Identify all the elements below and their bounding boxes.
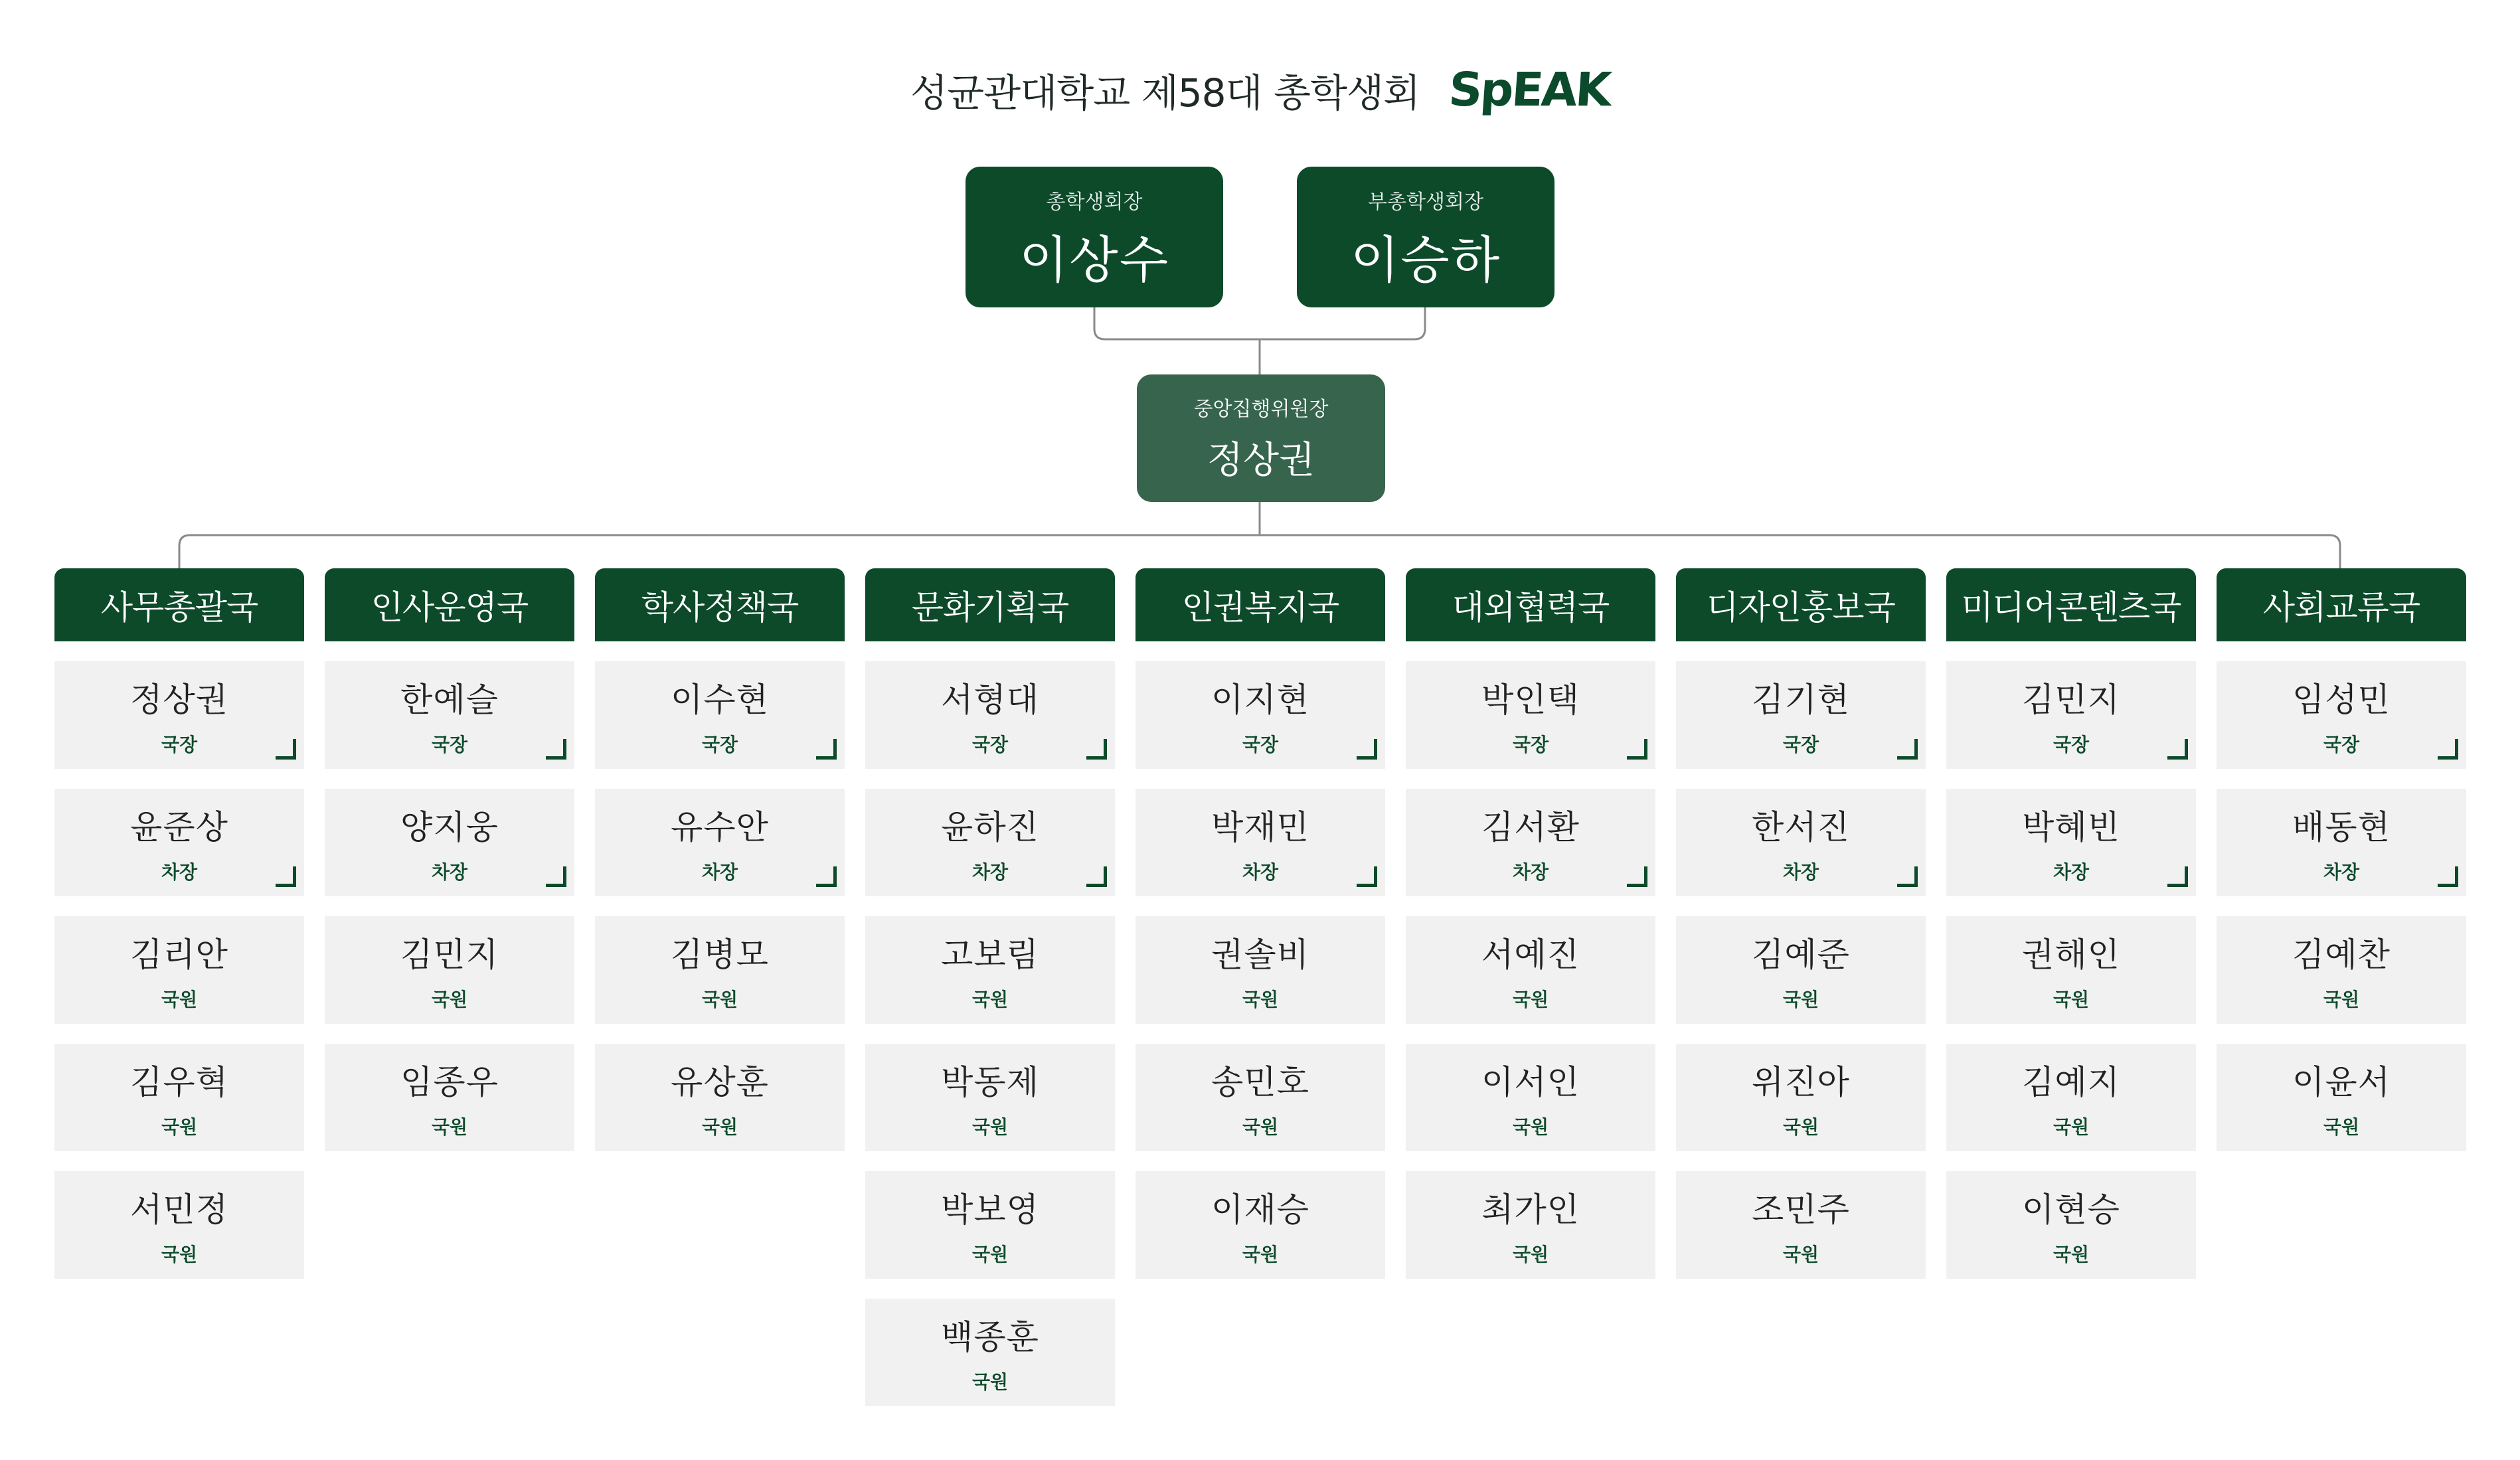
member-card	[595, 1044, 845, 1151]
member-card	[2217, 916, 2466, 1024]
member-name: 권솔비	[1211, 935, 1309, 974]
member-name: 김병모	[671, 935, 769, 974]
member-name: 박혜빈	[2022, 808, 2120, 847]
corner-mark-icon	[546, 866, 566, 887]
member-card	[1946, 789, 2196, 896]
member-card	[1406, 916, 1655, 1024]
member-name: 윤하진	[941, 808, 1039, 847]
member-role: 국원	[431, 989, 468, 1011]
speak-logo: SpEAK	[1447, 62, 1612, 117]
member-role: 국원	[161, 1116, 198, 1138]
dept-bus-connector	[179, 535, 2340, 568]
department-column	[595, 568, 845, 1151]
member-card	[1135, 661, 1385, 769]
member-name: 임종우	[400, 1063, 499, 1101]
department-column	[54, 568, 304, 1279]
member-role: 국장	[2053, 734, 2090, 756]
corner-mark-icon	[2438, 866, 2458, 887]
department-header: 미디어콘텐츠국	[1946, 568, 2196, 641]
corner-mark-icon	[1086, 739, 1107, 760]
member-card	[325, 789, 574, 896]
member-role: 차장	[1512, 861, 1549, 883]
member-card	[865, 1299, 1115, 1406]
member-name: 이현승	[2022, 1190, 2120, 1229]
member-card	[595, 661, 845, 769]
corner-mark-icon	[1627, 739, 1647, 760]
department-header: 인권복지국	[1135, 568, 1385, 641]
president-role: 총학생회장	[1046, 190, 1143, 214]
member-card	[2217, 661, 2466, 769]
member-name: 고보림	[941, 935, 1039, 974]
vice-president-name: 이승하	[1350, 230, 1501, 289]
member-card	[54, 1171, 304, 1279]
member-role: 차장	[1242, 861, 1279, 883]
member-role: 국원	[1512, 1244, 1549, 1265]
member-role: 국장	[2323, 734, 2360, 756]
corner-mark-icon	[2438, 739, 2458, 760]
member-role: 국원	[1242, 1116, 1279, 1138]
member-card	[1676, 789, 1926, 896]
vice-president-box	[1297, 167, 1554, 307]
department-header: 문화기획국	[865, 568, 1115, 641]
member-role: 국원	[1242, 1244, 1279, 1265]
corner-mark-icon	[1357, 739, 1377, 760]
member-card	[1676, 916, 1926, 1024]
member-card	[54, 1044, 304, 1151]
corner-mark-icon	[2167, 739, 2188, 760]
corner-mark-icon	[276, 739, 296, 760]
corner-mark-icon	[1897, 866, 1918, 887]
member-card	[1135, 1044, 1385, 1151]
member-name: 권해인	[2022, 935, 2120, 974]
department-column	[325, 568, 574, 1151]
member-card	[2217, 1044, 2466, 1151]
member-role: 국원	[1512, 989, 1549, 1011]
member-name: 임성민	[2292, 681, 2391, 719]
member-name: 한예슬	[400, 681, 499, 719]
member-name: 한서진	[1752, 808, 1850, 847]
member-name: 박인택	[1481, 681, 1580, 719]
member-card	[1946, 1171, 2196, 1279]
corner-mark-icon	[546, 739, 566, 760]
member-name: 박보영	[941, 1190, 1039, 1229]
member-role: 국원	[2323, 1116, 2360, 1138]
chair-role: 중앙집행위원장	[1193, 398, 1329, 421]
member-name: 유수안	[671, 808, 769, 847]
member-name: 김민지	[400, 935, 499, 974]
department-column	[1946, 568, 2196, 1279]
member-name: 위진아	[1752, 1063, 1850, 1101]
member-card	[1406, 789, 1655, 896]
department-column	[1676, 568, 1926, 1279]
member-name: 송민호	[1211, 1063, 1309, 1101]
department-header: 디자인홍보국	[1676, 568, 1926, 641]
member-name: 윤준상	[130, 808, 228, 847]
member-role: 차장	[2323, 861, 2360, 883]
member-name: 김예찬	[2292, 935, 2391, 974]
member-card	[325, 1044, 574, 1151]
member-card	[1406, 661, 1655, 769]
member-card	[2217, 789, 2466, 896]
member-card	[54, 789, 304, 896]
member-role: 국원	[431, 1116, 468, 1138]
member-role: 국장	[1512, 734, 1549, 756]
member-card	[54, 661, 304, 769]
member-name: 서예진	[1481, 935, 1580, 974]
vice-president-role: 부총학생회장	[1368, 190, 1483, 214]
member-role: 국장	[1242, 734, 1279, 756]
member-card	[1676, 1044, 1926, 1151]
department-column	[2217, 568, 2466, 1151]
member-name: 김우혁	[130, 1063, 228, 1101]
member-role: 국장	[701, 734, 738, 756]
member-card	[865, 1171, 1115, 1279]
member-name: 이수현	[671, 681, 769, 719]
member-name: 서민정	[130, 1190, 228, 1229]
member-name: 김예지	[2022, 1063, 2120, 1101]
member-role: 국원	[971, 989, 1009, 1011]
member-card	[1135, 1171, 1385, 1279]
leaders-connector	[1094, 307, 1425, 339]
member-card	[1946, 1044, 2196, 1151]
member-name: 김민지	[2022, 681, 2120, 719]
member-role: 국원	[971, 1116, 1009, 1138]
corner-mark-icon	[816, 866, 837, 887]
member-card	[1946, 916, 2196, 1024]
member-role: 차장	[431, 861, 468, 883]
member-name: 이윤서	[2292, 1063, 2391, 1101]
member-card	[54, 916, 304, 1024]
member-name: 정상권	[130, 681, 228, 719]
corner-mark-icon	[1086, 866, 1107, 887]
member-card	[1135, 916, 1385, 1024]
member-card	[1135, 789, 1385, 896]
member-role: 국원	[2053, 1244, 2090, 1265]
member-role: 국원	[1782, 1116, 1819, 1138]
member-role: 국장	[1782, 734, 1819, 756]
member-name: 서형대	[941, 681, 1039, 719]
member-role: 차장	[971, 861, 1009, 883]
president-box	[966, 167, 1223, 307]
chair-box	[1137, 374, 1385, 502]
president-name: 이상수	[1019, 230, 1170, 289]
member-role: 국장	[971, 734, 1009, 756]
member-name: 이지현	[1211, 681, 1309, 719]
department-column	[1135, 568, 1385, 1279]
member-name: 최가인	[1481, 1190, 1580, 1229]
member-name: 김예준	[1752, 935, 1850, 974]
corner-mark-icon	[1357, 866, 1377, 887]
member-card	[325, 661, 574, 769]
member-role: 국장	[161, 734, 198, 756]
department-header: 사회교류국	[2217, 568, 2466, 641]
member-name: 이서인	[1481, 1063, 1580, 1101]
member-name: 박동제	[941, 1063, 1039, 1101]
member-name: 조민주	[1752, 1190, 1850, 1229]
member-role: 국원	[971, 1371, 1009, 1393]
member-name: 박재민	[1211, 808, 1309, 847]
member-role: 국원	[1512, 1116, 1549, 1138]
member-role: 국원	[701, 1116, 738, 1138]
member-card	[865, 661, 1115, 769]
member-role: 국원	[971, 1244, 1009, 1265]
member-role: 국장	[431, 734, 468, 756]
member-role: 국원	[1242, 989, 1279, 1011]
member-name: 백종훈	[941, 1318, 1039, 1356]
member-card	[1406, 1171, 1655, 1279]
department-column	[1406, 568, 1655, 1279]
member-name: 이재승	[1211, 1190, 1309, 1229]
member-card	[325, 916, 574, 1024]
member-card	[1676, 661, 1926, 769]
member-role: 차장	[2053, 861, 2090, 883]
member-card	[1406, 1044, 1655, 1151]
corner-mark-icon	[816, 739, 837, 760]
department-column	[865, 568, 1115, 1406]
corner-mark-icon	[1897, 739, 1918, 760]
member-card	[1676, 1171, 1926, 1279]
member-role: 국원	[1782, 1244, 1819, 1265]
member-card	[595, 789, 845, 896]
member-role: 국원	[1782, 989, 1819, 1011]
member-name: 유상훈	[671, 1063, 769, 1101]
member-name: 배동현	[2292, 808, 2391, 847]
member-role: 차장	[1782, 861, 1819, 883]
member-role: 국원	[2323, 989, 2360, 1011]
member-role: 차장	[701, 861, 738, 883]
member-card	[595, 916, 845, 1024]
member-name: 김서환	[1481, 808, 1580, 847]
member-role: 국원	[701, 989, 738, 1011]
member-name: 김리안	[130, 935, 228, 974]
member-role: 국원	[161, 1244, 198, 1265]
member-card	[1946, 661, 2196, 769]
department-header: 학사정책국	[595, 568, 845, 641]
member-card	[865, 916, 1115, 1024]
department-header: 사무총괄국	[54, 568, 304, 641]
corner-mark-icon	[276, 866, 296, 887]
member-role: 차장	[161, 861, 198, 883]
member-role: 국원	[161, 989, 198, 1011]
member-role: 국원	[2053, 1116, 2090, 1138]
member-role: 국원	[2053, 989, 2090, 1011]
department-header: 대외협력국	[1406, 568, 1655, 641]
corner-mark-icon	[1627, 866, 1647, 887]
chair-name: 정상권	[1207, 439, 1315, 482]
member-card	[865, 1044, 1115, 1151]
department-header: 인사운영국	[325, 568, 574, 641]
page-title: 성균관대학교 제58대 총학생회	[910, 70, 1420, 116]
member-card	[865, 789, 1115, 896]
member-name: 양지웅	[400, 808, 499, 847]
corner-mark-icon	[2167, 866, 2188, 887]
member-name: 김기현	[1752, 681, 1850, 719]
